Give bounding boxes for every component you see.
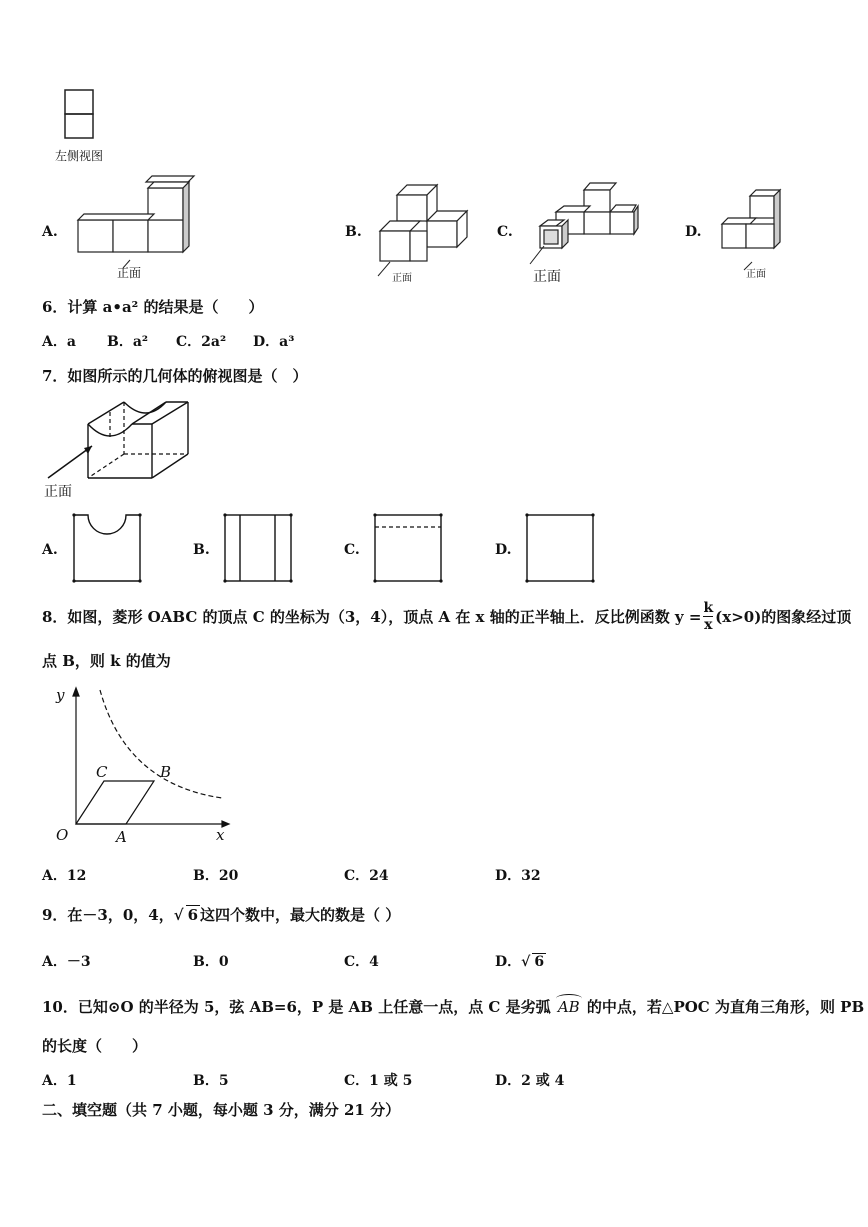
q6-option-d[interactable]: D．a³ <box>253 334 295 350</box>
q7-option-c-figure <box>373 513 445 585</box>
q8-graph <box>40 684 240 844</box>
q9-stem-part2: 这四个数中，最大的数是（ ） <box>200 906 401 924</box>
q8-fraction <box>703 600 713 633</box>
sqrt-icon: √ <box>173 906 184 924</box>
q8-stem-line2: 点 B，则 k 的值为 <box>42 652 171 670</box>
arc-icon <box>556 994 582 1003</box>
q5-option-a-letter[interactable]: A. <box>42 224 58 240</box>
side-view-figure <box>60 88 100 143</box>
q8-stem-part1: 8．如图，菱形 OABC 的顶点 C 的坐标为（3，4），顶点 A 在 x 轴的正半轴上．反比例函数 y = <box>42 608 702 626</box>
sqrt-icon: √ <box>521 954 531 970</box>
q10-stem-line2: 的长度（ ） <box>42 1037 148 1055</box>
q10-option-c[interactable]: C．1 或 5 <box>344 1073 413 1089</box>
q10-option-d[interactable]: D．2 或 4 <box>495 1073 565 1089</box>
q6-stem: 6．计算 a•a² 的结果是（ ） <box>42 298 264 316</box>
q7-option-c-letter[interactable]: C. <box>344 542 360 558</box>
q8-label-o: O <box>56 826 69 844</box>
q5-option-a-front-label: 正面 <box>117 266 142 280</box>
q7-option-b-letter[interactable]: B. <box>193 542 210 558</box>
q7-front-label: 正面 <box>44 484 72 500</box>
q5-option-c-front-label: 正面 <box>533 269 561 285</box>
q10-arc-label <box>556 998 582 1016</box>
q8-option-a[interactable]: A．12 <box>42 868 87 884</box>
q7-option-b-figure <box>223 513 295 585</box>
q8-label-a: A <box>116 828 127 846</box>
q6-option-c[interactable]: C．2a² <box>176 334 227 350</box>
q9-option-b[interactable]: B．0 <box>193 954 229 970</box>
q10-option-b[interactable]: B．5 <box>193 1073 229 1089</box>
q10-stem-line1 <box>42 996 864 1017</box>
q7-option-d-figure <box>525 513 597 585</box>
q10-stem-part2: 的中点，若△POC 为直角三角形，则 PB <box>586 998 865 1016</box>
q7-option-a-figure <box>72 513 144 585</box>
q8-label-x: x <box>216 826 225 844</box>
q5-option-d-letter[interactable]: D. <box>685 224 702 240</box>
q5-option-b-letter[interactable]: B. <box>345 224 362 240</box>
q7-option-d-letter[interactable]: D. <box>495 542 512 558</box>
q9-option-a[interactable]: A．－3 <box>42 954 91 970</box>
q7-solid-figure <box>40 400 200 490</box>
q9-stem <box>42 904 400 925</box>
q8-frac-den: x <box>704 617 713 633</box>
q8-option-c[interactable]: C．24 <box>344 868 389 884</box>
q9-sqrt-value: 6 <box>187 906 199 924</box>
q6-option-a[interactable]: A．a <box>42 334 76 350</box>
side-view-label: 左侧视图 <box>55 149 104 163</box>
q9-stem-part1: 9．在－3，0，4， <box>42 906 174 924</box>
q5-option-c-figure <box>528 180 643 270</box>
q8-stem-part2: (x>0)的图象经过顶 <box>715 608 852 626</box>
q7-stem: 7．如图所示的几何体的俯视图是（ ） <box>42 367 308 385</box>
q10-stem-part1: 10．已知⊙O 的半径为 5，弦 AB=6，P 是 AB 上任意一点，点 C 是劣弧 <box>42 998 551 1016</box>
q5-option-b-figure <box>375 180 475 275</box>
q9-option-c[interactable]: C．4 <box>344 954 379 970</box>
q7-option-a-letter[interactable]: A. <box>42 542 58 558</box>
q5-option-d-front-label: 正面 <box>746 269 766 280</box>
q8-option-b[interactable]: B．20 <box>193 868 239 884</box>
q6-option-b[interactable]: B．a² <box>107 334 149 350</box>
q9-option-d-letter: D． <box>495 954 522 970</box>
q9-option-d-sqrt: 6 <box>534 954 545 970</box>
q5-option-b-front-label: 正面 <box>392 273 412 284</box>
q8-frac-num: k <box>703 600 714 616</box>
q8-label-c: C <box>96 763 108 781</box>
q8-label-y: y <box>56 686 65 704</box>
q5-option-d-figure <box>718 186 788 256</box>
q9-option-d[interactable] <box>495 951 546 971</box>
q5-option-a-figure <box>78 180 198 270</box>
q8-option-d[interactable]: D．32 <box>495 868 541 884</box>
section-2-title: 二、填空题（共 7 小题，每小题 3 分，满分 21 分） <box>42 1101 401 1119</box>
q8-label-b: B <box>160 763 172 781</box>
q10-arc-text: AB <box>557 998 580 1016</box>
q8-stem-line1 <box>42 600 851 633</box>
q5-option-c-letter[interactable]: C. <box>497 224 513 240</box>
q10-option-a[interactable]: A．1 <box>42 1073 77 1089</box>
